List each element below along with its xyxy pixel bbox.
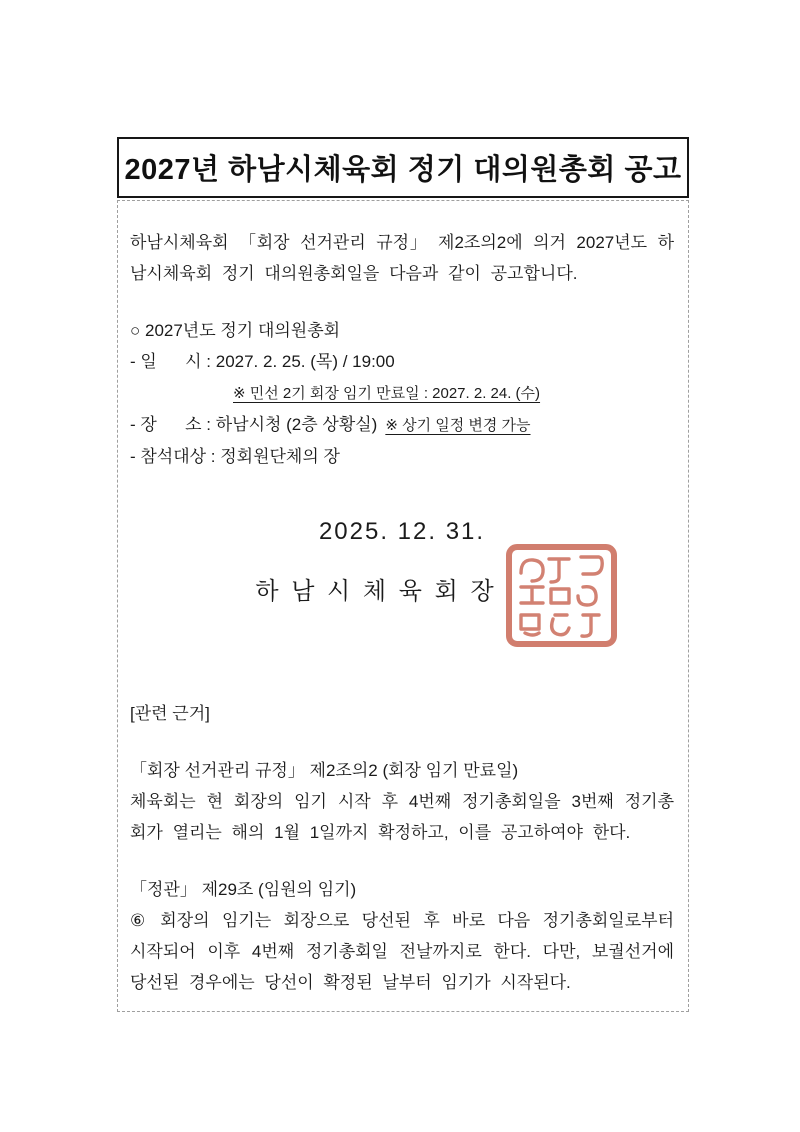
term-expiry-note-text: ※ 민선 2기 회장 임기 만료일 : 2027. 2. 24. (수) <box>233 385 541 402</box>
bylaw-body: ⑥ 회장의 임기는 회장으로 당선된 후 바로 다음 정기총회일로부터 시작되어 이후 4번째 정기총회일 전날까지로 한다. 다만, 보궐선거에 당선된 경우에는 당선이 확정된 날부터 임기가 시작된다. <box>130 911 674 992</box>
meeting-date-line: - 일 시 : 2027. 2. 25. (목) / 19:00 <box>130 352 395 371</box>
intro-paragraph: 하남시체육회 「회장 선거관리 규정」 제2조의2에 의거 2027년도 하남시체육회 정기 대의원총회일을 다음과 같이 공고합니다. <box>130 233 674 283</box>
regulation-body: 체육회는 현 회장의 임기 시작 후 4번째 정기총회일을 3번째 정기총회가 열리는 해의 1월 1일까지 확정하고, 이를 공고하여야 한다. <box>130 792 674 842</box>
title-box <box>117 137 689 198</box>
regulation-title: 「회장 선거관리 규정」 제2조의2 (회장 임기 만료일) <box>130 761 519 780</box>
meeting-heading: ○ 2027년도 정기 대의원총회 <box>130 321 341 340</box>
seal-graphic <box>505 543 618 648</box>
term-expiry-note <box>233 377 674 409</box>
signature-signer: 하 남 시 체 육 회 장 <box>255 578 497 605</box>
schedule-change-note: ※ 상기 일정 변경 가능 <box>385 417 531 434</box>
reference-heading: [관련 근거] <box>130 704 210 723</box>
meeting-place-text: - 장 소 : 하남시청 (2층 상황실) <box>130 415 378 434</box>
meeting-section <box>130 315 674 472</box>
attendee-line: - 참석대상 : 정회원단체의 장 <box>130 447 340 466</box>
official-seal-stamp <box>505 543 618 648</box>
signature-date: 2025. 12. 31. <box>318 518 486 545</box>
meeting-place-line <box>130 409 674 441</box>
bylaw-title: 「정관」 제29조 (임원의 임기) <box>130 880 357 899</box>
page-title: 2027년 하남시체육회 정기 대의원총회 공고 <box>124 154 682 186</box>
